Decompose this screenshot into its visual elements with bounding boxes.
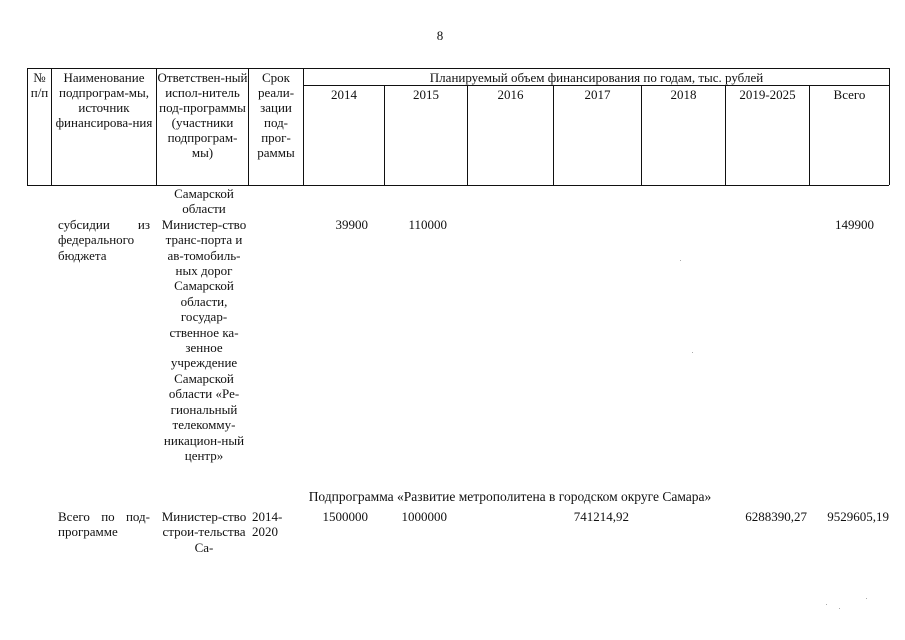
- header-year: 2015: [413, 87, 439, 102]
- header-executor: Ответствен-ный испол-нитель под-программы (участники подпрограм-мы): [157, 70, 248, 160]
- header-year: 2016: [497, 87, 524, 102]
- section-row-value-2014: 1500000: [322, 509, 368, 524]
- section-title: Подпрограмма «Развитие метрополитена в городском округе Самара»: [308, 489, 712, 504]
- section-row-value-total: 9529605,19: [827, 509, 889, 524]
- header-year: 2014: [331, 87, 357, 102]
- header-year: Всего: [833, 87, 866, 102]
- section-row-value-2019-2025: 6288390,27: [745, 509, 807, 524]
- scan-speck: [680, 260, 681, 261]
- header-funding-group: Планируемый объем финансирования по годам, тыс. рублей: [429, 70, 764, 85]
- header-name: Наименование подпрограм-мы, источник финансирова-ния: [55, 70, 153, 130]
- page-number: 8: [436, 28, 444, 43]
- row-executor: Самарской области Министер-ство транс-порта и ав-томобиль-ных дорог Самарской области, государ-ственное ка-зенное учреждение Самарской области «Ре-гиональный телекомму-никацион-ный центр»: [161, 186, 247, 463]
- scan-speck: [826, 604, 827, 605]
- row-divider: [303, 85, 889, 86]
- header-period: Срок реали-зации под-прог-раммы: [257, 70, 295, 160]
- header-year: 2017: [584, 87, 611, 102]
- header-num: № п/п: [30, 70, 49, 100]
- row-name: субсидии из федерального бюджета: [58, 217, 150, 263]
- row-value-total: 149900: [835, 217, 874, 232]
- section-row-value-2017: 741214,92: [573, 509, 629, 524]
- section-row-executor: Министер-ство строи-тельства Са-: [161, 509, 247, 555]
- header-year: 2019-2025: [739, 87, 796, 102]
- col-divider: [248, 68, 249, 185]
- col-divider: [889, 68, 890, 185]
- section-row-period: 2014-2020: [252, 509, 283, 540]
- scan-speck: [839, 608, 840, 609]
- row-value-2015: 110000: [408, 217, 447, 232]
- scan-speck: [692, 352, 693, 353]
- scan-speck: [866, 598, 867, 599]
- section-row-value-2015: 1000000: [401, 509, 447, 524]
- section-row-name: Всего по под-программе: [58, 509, 150, 540]
- header-year: 2018: [670, 87, 697, 102]
- row-value-2014: 39900: [335, 217, 368, 232]
